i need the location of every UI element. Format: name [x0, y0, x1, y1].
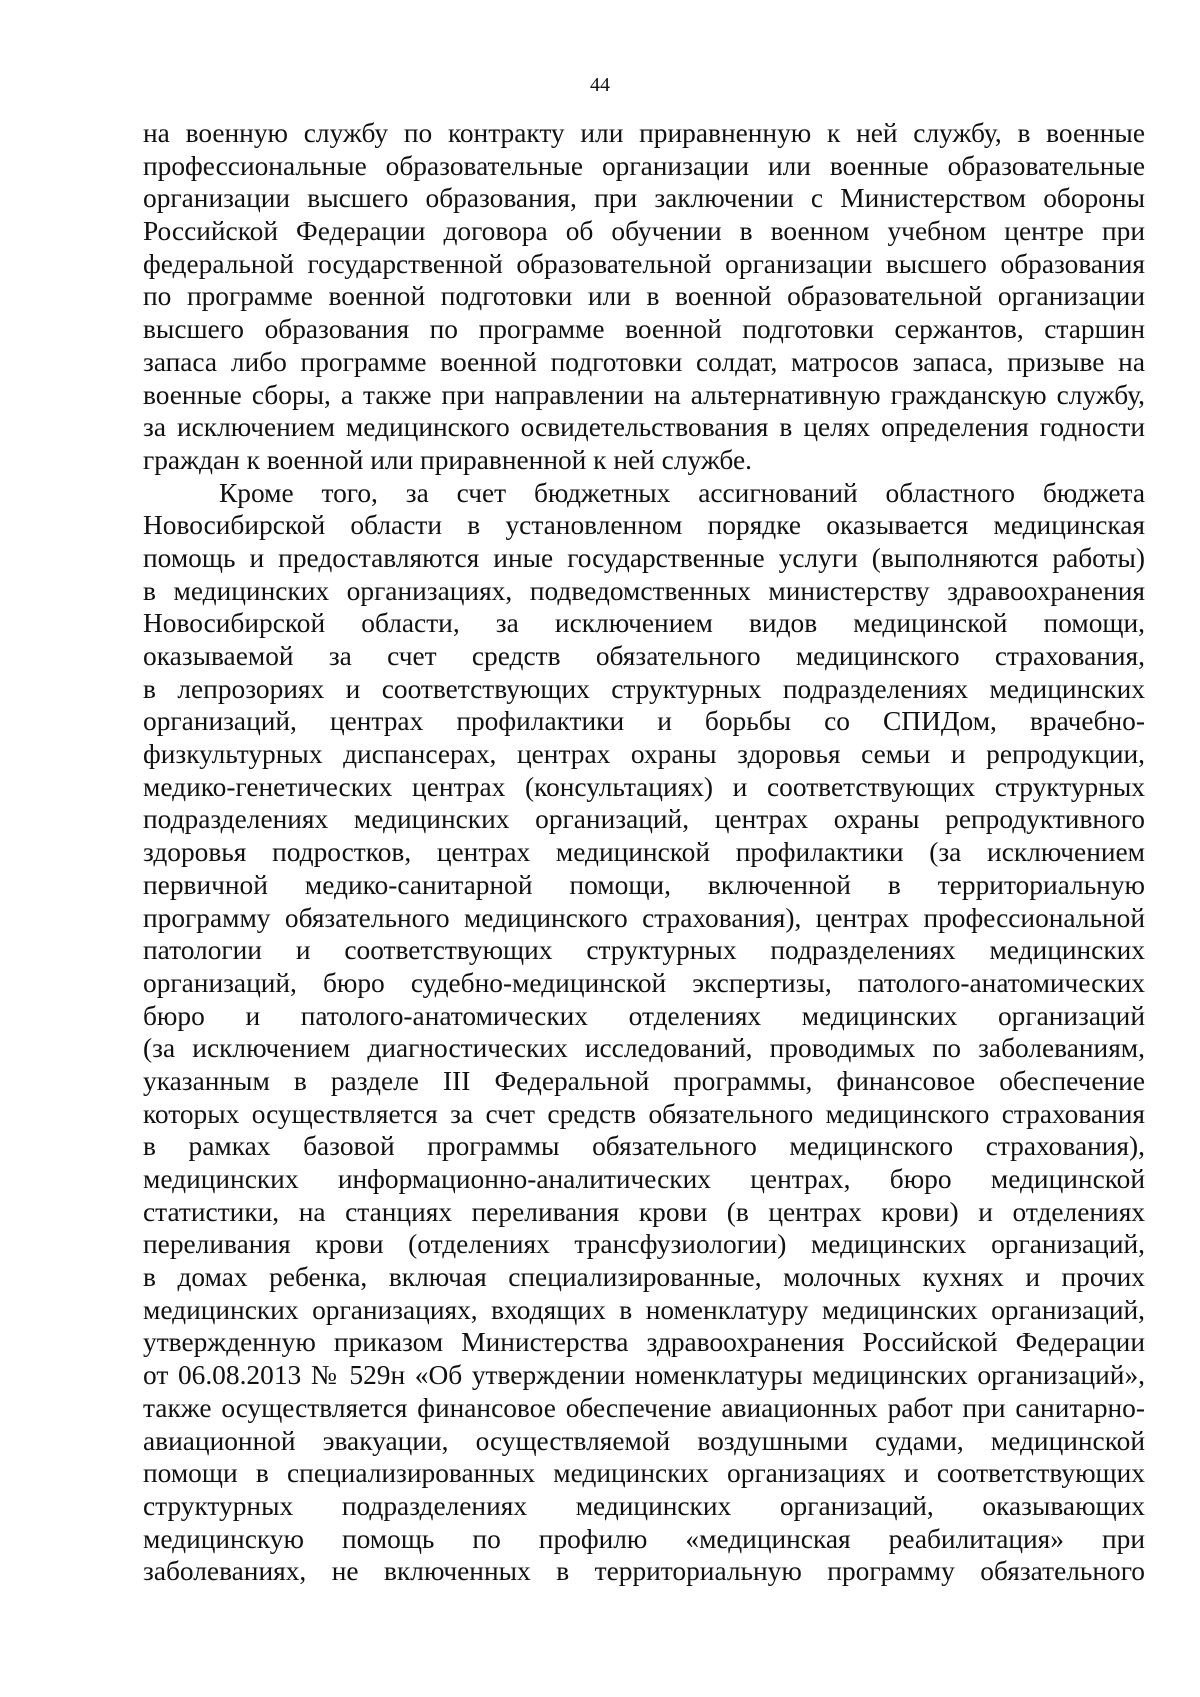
paragraph-2: [143, 477, 1145, 1588]
text-line: запаса либо программе военной подготовки солдат, матросов запаса, призыве на: [143, 346, 1145, 377]
text-line: медико-генетических центрах (консультациях) и соответствующих структурных: [143, 771, 1145, 802]
text-line: на военную службу по контракту или приравненную к ней службу, в военные: [143, 118, 1145, 148]
text-line: в рамках базовой программы обязательного медицинского страхования),: [143, 1131, 1145, 1162]
text-line: физкультурных диспансерах, центрах охраны здоровья семьи и репродукции,: [143, 739, 1145, 770]
text-line: организации высшего образования, при заключении с Министерством обороны: [143, 183, 1145, 214]
body-text: [143, 117, 1145, 1588]
text-line: военные сборы, а также при направлении на альтернативную гражданскую службу,: [143, 379, 1145, 410]
text-line: от 06.08.2013 № 529н «Об утверждении номенклатуры медицинских организаций»,: [143, 1360, 1145, 1391]
text-line: которых осуществляется за счет средств обязательного медицинского страхования: [143, 1098, 1145, 1129]
text-line: по программе военной подготовки или в военной образовательной организации: [143, 281, 1145, 312]
paragraph-1: [143, 117, 1145, 477]
text-line: оказываемой за счет средств обязательного медицинского страхования,: [143, 641, 1145, 671]
text-line: федеральной государственной образовательной организации высшего образования: [143, 248, 1145, 279]
text-line: профессиональные образовательные организации или военные образовательные: [143, 150, 1145, 181]
text-line: Новосибирской области, за исключением видов медицинской помощи,: [143, 608, 1145, 639]
text-line: указанным в разделе III Федеральной программы, финансовое обеспечение: [143, 1065, 1145, 1096]
text-line: граждан к военной или приравненной к ней службе.: [143, 444, 752, 475]
text-line: за исключением медицинского освидетельствования в целях определения годности: [143, 412, 1145, 443]
text-line: первичной медико-санитарной помощи, включенной в территориальную: [143, 869, 1145, 900]
text-line: (за исключением диагностических исследований, проводимых по заболеваниям,: [143, 1033, 1145, 1064]
text-line: медицинских организациях, входящих в номенклатуру медицинских организаций,: [143, 1294, 1145, 1325]
text-line: авиационной эвакуации, осуществляемой воздушными судами, медицинской: [143, 1425, 1145, 1456]
text-line: переливания крови (отделениях трансфузиологии) медицинских организаций,: [143, 1229, 1145, 1260]
text-line: помощи в специализированных медицинских организациях и соответствующих: [143, 1458, 1145, 1489]
text-line: Новосибирской области в установленном порядке оказывается медицинская: [143, 510, 1145, 541]
text-line: также осуществляется финансовое обеспечение авиационных работ при санитарно-: [143, 1392, 1145, 1423]
text-line: патологии и соответствующих структурных подразделениях медицинских: [143, 935, 1145, 966]
text-line: статистики, на станциях переливания крови (в центрах крови) и отделениях: [143, 1196, 1145, 1227]
text-line: организаций, центрах профилактики и борьбы со СПИДом, врачебно-: [143, 706, 1145, 737]
text-line: заболеваниях, не включенных в территориальную программу обязательного: [143, 1556, 1145, 1587]
text-line: утвержденную приказом Министерства здравоохранения Российской Федерации: [143, 1327, 1145, 1358]
text-line: бюро и патолого-анатомических отделениях медицинских организаций: [143, 1000, 1145, 1031]
page-number: 44: [590, 74, 610, 96]
text-line: Кроме того, за счет бюджетных ассигнований областного бюджета: [219, 477, 1145, 508]
text-line: помощь и предоставляются иные государственные услуги (выполняются работы): [143, 542, 1145, 573]
text-line: в домах ребенка, включая специализированные, молочных кухнях и прочих: [143, 1262, 1145, 1293]
text-line: структурных подразделениях медицинских организаций, оказывающих: [143, 1490, 1145, 1521]
text-line: подразделениях медицинских организаций, центрах охраны репродуктивного: [143, 804, 1145, 835]
text-line: высшего образования по программе военной подготовки сержантов, старшин: [143, 314, 1145, 345]
text-line: медицинскую помощь по профилю «медицинская реабилитация» при: [143, 1523, 1145, 1554]
text-line: организаций, бюро судебно-медицинской экспертизы, патолого-анатомических: [143, 967, 1145, 998]
text-line: медицинских информационно-аналитических центрах, бюро медицинской: [143, 1164, 1145, 1194]
text-line: в медицинских организациях, подведомственных министерству здравоохранения: [143, 575, 1145, 606]
text-line: здоровья подростков, центрах медицинской профилактики (за исключением: [143, 837, 1145, 868]
text-line: программу обязательного медицинского страхования), центрах профессиональной: [143, 902, 1145, 933]
text-line: в лепрозориях и соответствующих структурных подразделениях медицинских: [143, 673, 1145, 704]
text-line: Российской Федерации договора об обучении в военном учебном центре при: [143, 216, 1145, 247]
